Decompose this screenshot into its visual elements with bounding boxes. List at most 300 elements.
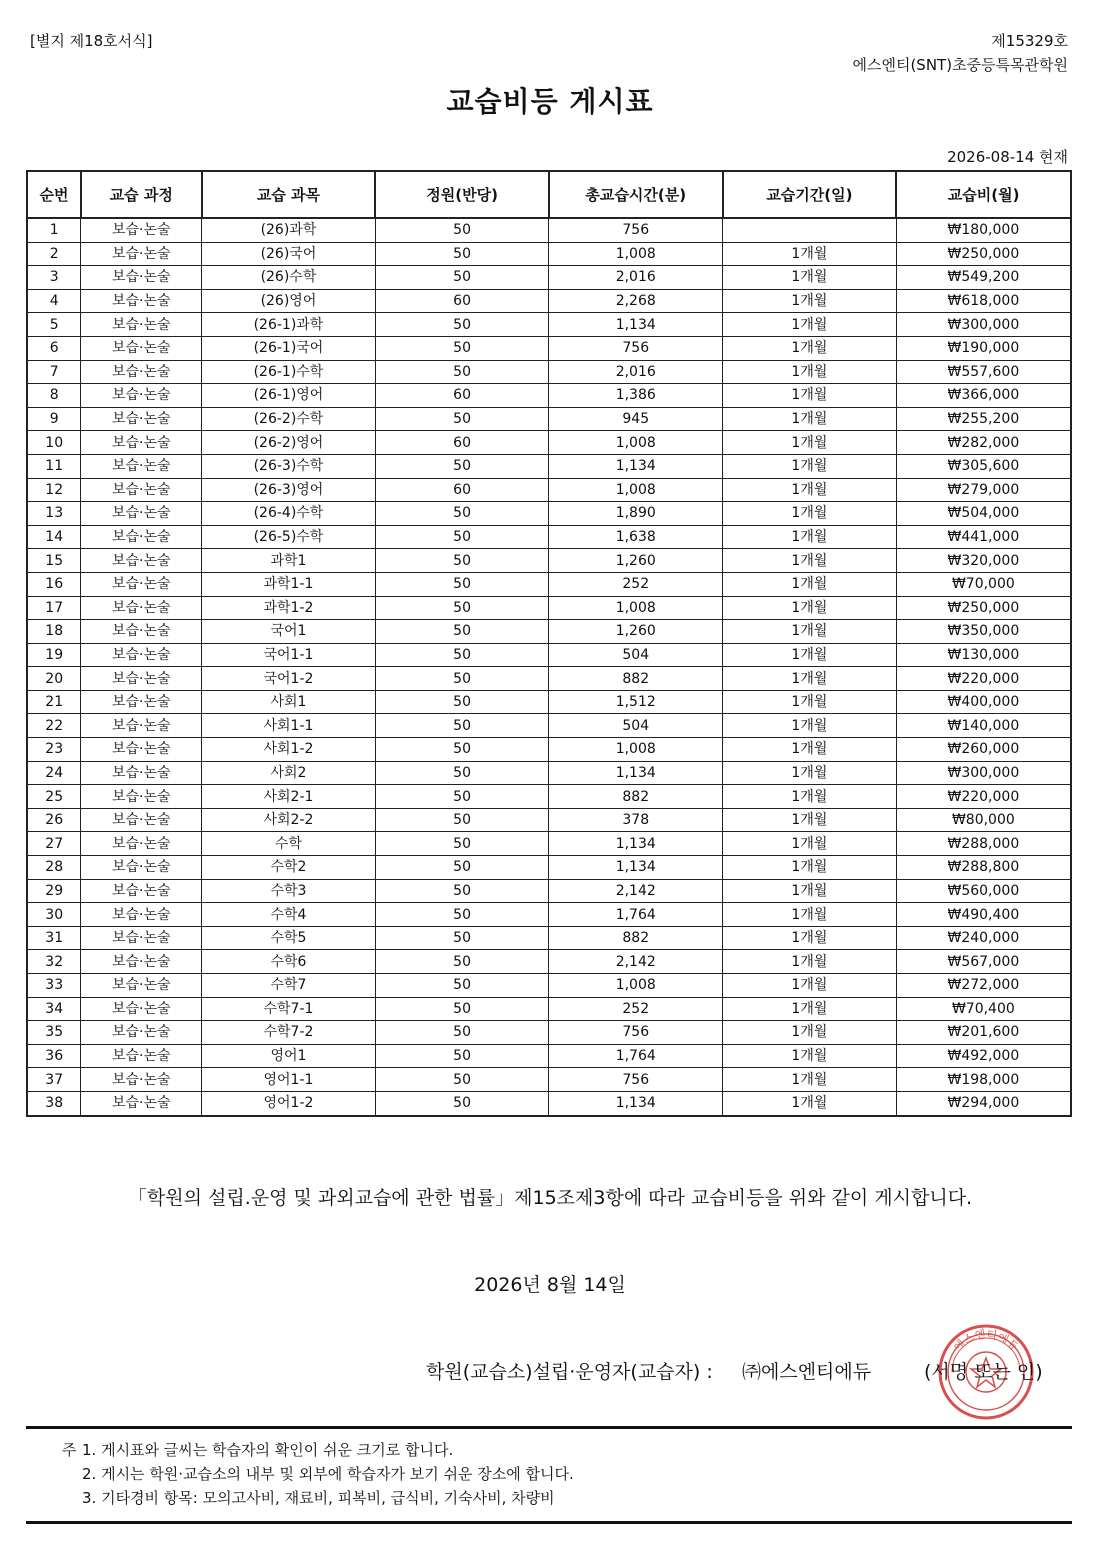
table-cell: 37 [27,1068,81,1092]
table-row [27,266,1071,290]
table-cell: 1개월 [723,242,897,266]
table-cell: 756 [549,218,723,242]
table-cell: 영어1 [202,1044,376,1068]
table-cell: 50 [375,502,549,526]
table-cell: 31 [27,926,81,950]
table-cell: 24 [27,761,81,785]
table-row [27,360,1071,384]
table-cell: 60 [375,289,549,313]
table-row [27,1044,1071,1068]
table-cell: ₩279,000 [896,478,1071,502]
table-cell: 1개월 [723,1068,897,1092]
table-cell: 1,638 [549,525,723,549]
table-cell: 1개월 [723,879,897,903]
table-cell: (26-2)수학 [202,407,376,431]
table-row [27,1091,1071,1115]
table-cell: 1개월 [723,336,897,360]
table-cell: 영어1-2 [202,1091,376,1115]
table-cell: 28 [27,856,81,880]
table-cell: 보습·논술 [81,950,202,974]
table-cell: 50 [375,525,549,549]
table-cell: 1,134 [549,313,723,337]
table-cell: ₩70,400 [896,997,1071,1021]
table-cell: 945 [549,407,723,431]
table-cell: 1,134 [549,1091,723,1115]
table-cell: 756 [549,336,723,360]
table-cell: 보습·논술 [81,313,202,337]
table-cell: ₩240,000 [896,926,1071,950]
table-cell: 1개월 [723,738,897,762]
table-cell: ₩250,000 [896,242,1071,266]
table-cell: (26)과학 [202,218,376,242]
table-cell: 1개월 [723,384,897,408]
table-cell: ₩560,000 [896,879,1071,903]
table-cell: 보습·논술 [81,643,202,667]
table-cell: 1,134 [549,832,723,856]
table-cell: 보습·논술 [81,879,202,903]
table-cell: 보습·논술 [81,1021,202,1045]
table-cell: 보습·논술 [81,785,202,809]
table-cell: 50 [375,714,549,738]
table-cell: 1개월 [723,502,897,526]
table-cell: ₩492,000 [896,1044,1071,1068]
table-cell: 50 [375,572,549,596]
table-cell: 보습·논술 [81,502,202,526]
table-cell: 4 [27,289,81,313]
table-cell: 보습·논술 [81,360,202,384]
table-cell: 1개월 [723,1021,897,1045]
table-cell: 60 [375,384,549,408]
table-cell: (26-1)수학 [202,360,376,384]
table-cell: (26-1)국어 [202,336,376,360]
table-cell: 60 [375,431,549,455]
table-cell: 보습·논술 [81,926,202,950]
table-row [27,785,1071,809]
table-cell: 보습·논술 [81,738,202,762]
table-cell: 15 [27,549,81,573]
table-cell: 2,268 [549,289,723,313]
table-row [27,690,1071,714]
table-cell: ₩490,400 [896,903,1071,927]
table-cell: 1개월 [723,266,897,290]
table-cell: ₩350,000 [896,620,1071,644]
table-cell: 50 [375,218,549,242]
svg-text:에스엔티에듀: 에스엔티에듀 [951,1327,1021,1354]
signer-name: ㈜에스엔티에듀 [742,1361,872,1383]
table-cell: 보습·논술 [81,525,202,549]
table-cell: 882 [549,926,723,950]
table-row [27,879,1071,903]
table-cell: 22 [27,714,81,738]
table-row [27,974,1071,998]
table-row [27,832,1071,856]
table-cell: 8 [27,384,81,408]
table-cell: 사회1 [202,690,376,714]
table-row [27,761,1071,785]
table-cell: (26-1)영어 [202,384,376,408]
table-cell: 50 [375,761,549,785]
table-cell: (26-2)영어 [202,431,376,455]
table-cell: 1개월 [723,478,897,502]
table-cell: (26)국어 [202,242,376,266]
table-cell: 1개월 [723,808,897,832]
table-cell: 1개월 [723,667,897,691]
table-cell: 1,260 [549,620,723,644]
table-cell: ₩300,000 [896,313,1071,337]
table-cell: 1개월 [723,620,897,644]
table-cell: ₩130,000 [896,643,1071,667]
table-cell: 50 [375,879,549,903]
table-cell: 국어1-1 [202,643,376,667]
table-cell: 50 [375,549,549,573]
table-cell: 보습·논술 [81,903,202,927]
table-cell [723,218,897,242]
table-cell: ₩567,000 [896,950,1071,974]
table-row [27,667,1071,691]
table-cell: 1,134 [549,454,723,478]
table-row [27,714,1071,738]
table-cell: 27 [27,832,81,856]
table-cell: 2,142 [549,950,723,974]
table-cell: 1개월 [723,360,897,384]
table-cell: 1개월 [723,525,897,549]
table-cell: 보습·논술 [81,620,202,644]
table-cell: 수학7 [202,974,376,998]
table-cell: ₩288,000 [896,832,1071,856]
table-cell: 18 [27,620,81,644]
table-cell: 50 [375,407,549,431]
table-cell: 50 [375,926,549,950]
table-cell: 1개월 [723,454,897,478]
table-cell: 756 [549,1068,723,1092]
table-cell: ₩441,000 [896,525,1071,549]
note-text: 1. 게시표와 글씨는 학습자의 확인이 쉬운 크기로 합니다. [82,1441,454,1459]
table-cell: 50 [375,667,549,691]
table-row [27,242,1071,266]
table-cell: 5 [27,313,81,337]
table-cell: ₩400,000 [896,690,1071,714]
table-cell: ₩320,000 [896,549,1071,573]
table-cell: 1개월 [723,643,897,667]
table-row [27,856,1071,880]
table-cell: 60 [375,478,549,502]
table-cell: 26 [27,808,81,832]
table-cell: 504 [549,714,723,738]
table-cell: 사회1-1 [202,714,376,738]
table-cell: 보습·논술 [81,974,202,998]
table-cell: 50 [375,266,549,290]
table-cell: ₩250,000 [896,596,1071,620]
signature-mark: (서명 또는 인) [924,1361,1043,1383]
document-number: 제15329호 [991,32,1068,50]
table-cell: 1개월 [723,549,897,573]
table-header-row [27,171,1071,218]
table-cell: 보습·논술 [81,856,202,880]
table-cell: 1개월 [723,572,897,596]
table-cell: 국어1-2 [202,667,376,691]
table-row [27,926,1071,950]
table-cell: 1개월 [723,832,897,856]
table-cell: 34 [27,997,81,1021]
table-cell: 12 [27,478,81,502]
table-cell: ₩255,200 [896,407,1071,431]
note-item [62,1486,574,1510]
as-of-date: 2026-08-14 현재 [947,148,1068,166]
table-cell: 38 [27,1091,81,1115]
table-cell: 756 [549,1021,723,1045]
table-cell: 25 [27,785,81,809]
page-title: 교습비등 게시표 [446,85,654,118]
table-cell: 21 [27,690,81,714]
table-cell: ₩190,000 [896,336,1071,360]
table-cell: 1,764 [549,903,723,927]
table-cell: 1,890 [549,502,723,526]
table-cell: 35 [27,1021,81,1045]
table-cell: 3 [27,266,81,290]
table-cell: 보습·논술 [81,549,202,573]
table-cell: 50 [375,242,549,266]
table-cell: 1,008 [549,242,723,266]
table-cell: ₩220,000 [896,785,1071,809]
table-row [27,903,1071,927]
table-cell: 1개월 [723,313,897,337]
table-cell: 2,016 [549,266,723,290]
table-cell: 보습·논술 [81,997,202,1021]
table-cell: ₩557,600 [896,360,1071,384]
table-cell: 16 [27,572,81,596]
table-cell: 378 [549,808,723,832]
table-row [27,738,1071,762]
table-cell: 1개월 [723,926,897,950]
table-cell: (26-4)수학 [202,502,376,526]
table-cell: 보습·논술 [81,454,202,478]
table-cell: 1,134 [549,856,723,880]
table-cell: 50 [375,360,549,384]
table-row [27,549,1071,573]
note-text: 2. 게시는 학원·교습소의 내부 및 외부에 학습자가 보기 쉬운 장소에 합니다. [82,1465,574,1483]
table-row [27,478,1071,502]
table-row [27,502,1071,526]
table-cell: 11 [27,454,81,478]
table-cell: 1개월 [723,785,897,809]
table-cell: 보습·논술 [81,384,202,408]
table-cell: ₩300,000 [896,761,1071,785]
table-cell: 14 [27,525,81,549]
table-cell: ₩80,000 [896,808,1071,832]
table-cell: 보습·논술 [81,218,202,242]
table-cell: 1,386 [549,384,723,408]
table-cell: 50 [375,596,549,620]
table-cell: 1개월 [723,1091,897,1115]
table-cell: 50 [375,738,549,762]
table-row [27,950,1071,974]
column-header: 교습 과정 [81,171,202,218]
table-cell: 수학4 [202,903,376,927]
table-row [27,218,1071,242]
table-cell: 252 [549,572,723,596]
table-cell: ₩70,000 [896,572,1071,596]
column-header: 교습기간(일) [723,171,897,218]
table-cell: 영어1-1 [202,1068,376,1092]
table-cell: 1개월 [723,289,897,313]
table-cell: 1,008 [549,738,723,762]
table-cell: 보습·논술 [81,761,202,785]
table-cell: 1 [27,218,81,242]
table-cell: 50 [375,313,549,337]
divider [26,1521,1072,1524]
table-cell: 1개월 [723,407,897,431]
table-cell: 보습·논술 [81,690,202,714]
table-cell: ₩220,000 [896,667,1071,691]
table-cell: 1,512 [549,690,723,714]
table-cell: 보습·논술 [81,1091,202,1115]
table-cell: 보습·논술 [81,667,202,691]
table-cell: 252 [549,997,723,1021]
table-cell: 1개월 [723,974,897,998]
table-cell: ₩180,000 [896,218,1071,242]
note-item [62,1438,574,1462]
table-cell: 보습·논술 [81,832,202,856]
table-cell: 사회2-1 [202,785,376,809]
table-cell: 50 [375,620,549,644]
table-cell: 36 [27,1044,81,1068]
table-cell: 수학7-2 [202,1021,376,1045]
table-cell: 13 [27,502,81,526]
table-row [27,407,1071,431]
table-cell: 1개월 [723,1044,897,1068]
table-cell: ₩282,000 [896,431,1071,455]
table-cell: 17 [27,596,81,620]
table-cell: 50 [375,454,549,478]
table-cell: 50 [375,903,549,927]
notes-prefix: 주 [62,1441,77,1459]
table-cell: 882 [549,667,723,691]
table-cell: ₩260,000 [896,738,1071,762]
table-cell: 10 [27,431,81,455]
table-cell: 보습·논술 [81,1044,202,1068]
table-cell: 50 [375,808,549,832]
table-cell: (26)영어 [202,289,376,313]
table-cell: 50 [375,832,549,856]
table-cell: 50 [375,1068,549,1092]
table-cell: 1,764 [549,1044,723,1068]
note-item [62,1462,574,1486]
column-header: 정원(반당) [375,171,549,218]
table-cell: ₩504,000 [896,502,1071,526]
table-cell: (26)수학 [202,266,376,290]
table-cell: 1개월 [723,903,897,927]
table-cell: 보습·논술 [81,714,202,738]
table-cell: 과학1-2 [202,596,376,620]
column-header: 교습 과목 [202,171,376,218]
table-body [27,218,1071,1116]
table-cell: 1개월 [723,431,897,455]
table-cell: 19 [27,643,81,667]
table-cell: 50 [375,1044,549,1068]
table-cell: 보습·논술 [81,242,202,266]
table-cell: 9 [27,407,81,431]
table-row [27,997,1071,1021]
table-cell: ₩140,000 [896,714,1071,738]
table-cell: 1,008 [549,431,723,455]
table-cell: 20 [27,667,81,691]
table-cell: ₩201,600 [896,1021,1071,1045]
column-header: 순번 [27,171,81,218]
table-row [27,620,1071,644]
note-text: 3. 기타경비 항목: 모의고사비, 재료비, 피복비, 급식비, 기숙사비, 차량비 [82,1489,555,1507]
table-cell: 33 [27,974,81,998]
table-cell: (26-3)영어 [202,478,376,502]
table-cell: 1개월 [723,690,897,714]
table-cell: 사회2 [202,761,376,785]
table-cell: ₩618,000 [896,289,1071,313]
table-cell: 수학3 [202,879,376,903]
table-cell: 과학1-1 [202,572,376,596]
table-cell: ₩198,000 [896,1068,1071,1092]
table-row [27,336,1071,360]
table-cell: ₩549,200 [896,266,1071,290]
table-cell: 29 [27,879,81,903]
table-cell: 2 [27,242,81,266]
table-cell: 국어1 [202,620,376,644]
legal-notice: 「학원의 설립.운영 및 과외교습에 관한 법률」제15조제3항에 따라 교습비등을 위와 같이 게시합니다. [127,1187,973,1209]
divider [26,1426,1072,1429]
table-cell: 1개월 [723,714,897,738]
table-cell: 보습·논술 [81,266,202,290]
table-cell: 50 [375,1091,549,1115]
table-cell: 50 [375,785,549,809]
table-cell: 1개월 [723,596,897,620]
academy-name: 에스엔티(SNT)초중등특목관학원 [852,56,1068,74]
table-cell: ₩288,800 [896,856,1071,880]
table-cell: ₩272,000 [896,974,1071,998]
table-cell: 6 [27,336,81,360]
table-cell: 7 [27,360,81,384]
issue-date: 2026년 8월 14일 [474,1274,626,1296]
table-row [27,431,1071,455]
table-cell: 보습·논술 [81,431,202,455]
table-cell: 보습·논술 [81,572,202,596]
table-row [27,643,1071,667]
column-header: 총교습시간(분) [549,171,723,218]
table-cell: 2,016 [549,360,723,384]
table-cell: 50 [375,1021,549,1045]
table-cell: 1개월 [723,950,897,974]
table-cell: 2,142 [549,879,723,903]
table-cell: 보습·논술 [81,478,202,502]
table-cell: 1개월 [723,997,897,1021]
table-row [27,289,1071,313]
table-cell: ₩305,600 [896,454,1071,478]
table-cell: 보습·논술 [81,336,202,360]
table-cell: (26-3)수학 [202,454,376,478]
table-cell: 1,134 [549,761,723,785]
table-cell: 50 [375,336,549,360]
table-cell: 1,008 [549,974,723,998]
table-cell: 수학 [202,832,376,856]
table-cell: 사회1-2 [202,738,376,762]
table-cell: 수학6 [202,950,376,974]
table-cell: 1,008 [549,596,723,620]
table-row [27,572,1071,596]
table-cell: ₩366,000 [896,384,1071,408]
table-cell: 1,260 [549,549,723,573]
table-cell: 수학5 [202,926,376,950]
table-cell: 23 [27,738,81,762]
table-row [27,808,1071,832]
table-cell: 1개월 [723,761,897,785]
table-row [27,313,1071,337]
